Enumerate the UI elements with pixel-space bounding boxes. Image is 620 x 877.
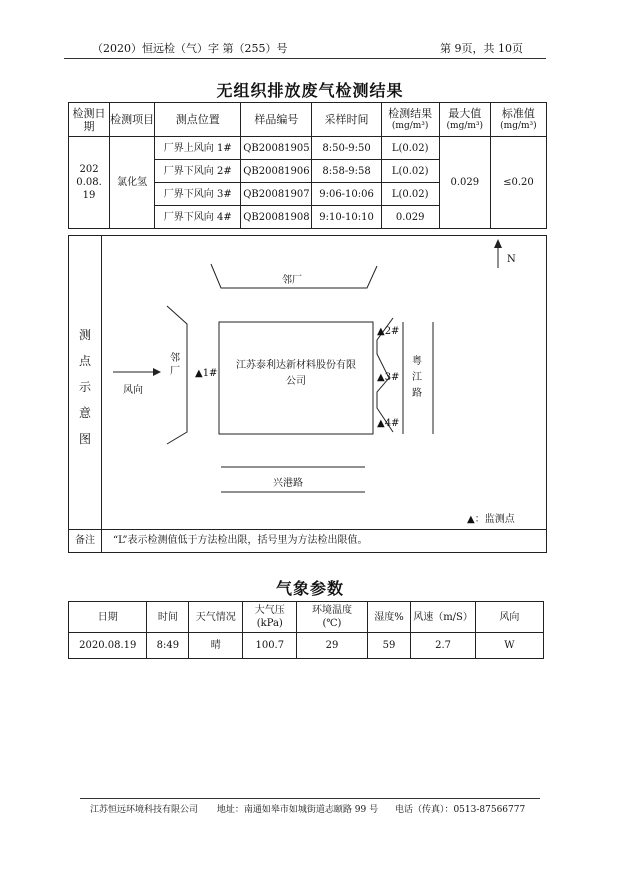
header-std — [490, 103, 546, 137]
footer — [90, 802, 525, 815]
date-cell — [69, 137, 110, 229]
side-char: 点 — [78, 354, 91, 368]
result-cell: L(0.02) — [381, 137, 439, 160]
pressure-unit: (kPa) — [256, 618, 283, 629]
footer-company: 江苏恒远环境科技有限公司 — [90, 805, 199, 815]
sample-cell: QB20081905 — [241, 137, 312, 160]
header-sample: 样品编号 — [241, 103, 312, 137]
sample-cell: QB20081908 — [241, 206, 312, 229]
item-cell: 氯化氢 — [110, 137, 155, 229]
result-cell: 0.029 — [381, 206, 439, 229]
wind-arrow-head-icon — [153, 368, 161, 376]
weather-title: 气象参数 — [275, 579, 344, 598]
time-cell: 9:06-10:06 — [312, 183, 381, 206]
side-char: 意 — [78, 406, 91, 420]
header-max-label: 最大值 — [448, 106, 482, 120]
weather-pressure: 100.7 — [243, 633, 297, 659]
header-point: 测点位置 — [155, 103, 241, 137]
table-row — [69, 137, 547, 160]
weather-header-row — [69, 602, 544, 633]
point-cell: 厂界上风向 1# — [155, 137, 241, 160]
top-neighbor-label: 邻厂 — [282, 275, 302, 286]
weather-humidity: 59 — [367, 633, 411, 659]
weather-header-condition: 天气情况 — [189, 602, 243, 633]
footer-address: 地址：南通如皋市如城街道志颐路 99 号 — [216, 805, 379, 815]
header-rule — [64, 58, 546, 59]
sample-cell: QB20081906 — [241, 160, 312, 183]
weather-header-wind-speed: 风速（m/S） — [411, 602, 475, 633]
company-name: 江苏泰利达新材料股份有限公司 — [236, 360, 356, 387]
weather-wind-dir: W — [475, 633, 543, 659]
point-cell: 厂界下风向 3# — [155, 183, 241, 206]
max-cell: 0.029 — [439, 137, 490, 229]
weather-header-pressure — [243, 602, 297, 633]
weather-table — [68, 601, 544, 659]
monitoring-diagram — [68, 235, 547, 530]
right-road-label: 粤江路 — [412, 356, 422, 399]
page-info: 第 9页，共 10页 — [440, 42, 523, 55]
time-cell: 8:58-9:58 — [312, 160, 381, 183]
temp-unit: (℃) — [322, 618, 342, 629]
pressure-label: 大气压 — [254, 605, 285, 616]
weather-wind-speed: 2.7 — [411, 633, 475, 659]
result-table — [68, 102, 547, 229]
monitoring-point-2: ▲2# — [377, 326, 400, 337]
weather-date: 2020.08.19 — [69, 633, 147, 659]
weather-header-wind-dir: 风向 — [475, 602, 543, 633]
note-row — [68, 529, 547, 553]
time-cell: 9:10-10:10 — [312, 206, 381, 229]
header-result-unit: (mg/m³) — [391, 120, 429, 131]
header-std-unit: (mg/m³) — [500, 120, 537, 131]
header-max-unit: (mg/m³) — [446, 120, 484, 131]
std-cell: ≤0.20 — [490, 137, 546, 229]
result-cell: L(0.02) — [381, 183, 439, 206]
weather-condition: 晴 — [189, 633, 243, 659]
weather-header-temp — [297, 602, 367, 633]
result-cell: L(0.02) — [381, 160, 439, 183]
footer-phone: 电话（传真）：0513-87566777 — [394, 805, 526, 815]
point-cell: 厂界下风向 2# — [155, 160, 241, 183]
side-char: 图 — [78, 432, 91, 446]
weather-time: 8:49 — [147, 633, 189, 659]
bottom-road-label: 兴港路 — [273, 478, 303, 489]
header-result — [381, 103, 439, 137]
temp-label: 环境温度 — [311, 605, 352, 616]
left-neighbor-label: 邻厂 — [170, 353, 180, 377]
legend: ▲：监测点 — [467, 514, 515, 525]
header-max — [439, 103, 490, 137]
header-std-label: 标准值 — [501, 106, 535, 120]
table-row — [69, 633, 544, 659]
document-number: （2020）恒远检（气）字 第（255）号 — [92, 42, 288, 55]
point-cell: 厂界下风向 4# — [155, 206, 241, 229]
sample-cell: QB20081907 — [241, 183, 312, 206]
north-arrow-head-icon — [494, 239, 502, 248]
weather-temp: 29 — [297, 633, 367, 659]
monitoring-point-1: ▲1# — [195, 368, 218, 379]
header-date: 检测日期 — [69, 103, 110, 137]
wind-label: 风向 — [123, 385, 143, 396]
weather-header-time: 时间 — [147, 602, 189, 633]
header-time: 采样时间 — [312, 103, 381, 137]
weather-header-humidity: 湿度% — [367, 602, 411, 633]
header-item: 检测项目 — [110, 103, 155, 137]
note-text: “L”表示检测值低于方法检出限，括号里为方法检出限值。 — [113, 535, 368, 546]
side-char: 测 — [78, 328, 91, 342]
note-label: 备注 — [69, 530, 102, 552]
result-table-title: 无组织排放废气检测结果 — [216, 81, 404, 100]
time-cell: 8:50-9:50 — [312, 137, 381, 160]
monitoring-point-3: ▲3# — [377, 372, 400, 383]
side-char: 示 — [78, 380, 91, 394]
footer-rule — [80, 798, 540, 799]
result-header-row — [69, 103, 547, 137]
north-letter: N — [507, 254, 516, 265]
header-result-label: 检测结果 — [388, 106, 433, 120]
monitoring-point-4: ▲4# — [377, 418, 400, 429]
date-value: 2020.08.19 — [76, 164, 102, 201]
weather-header-date: 日期 — [69, 602, 147, 633]
